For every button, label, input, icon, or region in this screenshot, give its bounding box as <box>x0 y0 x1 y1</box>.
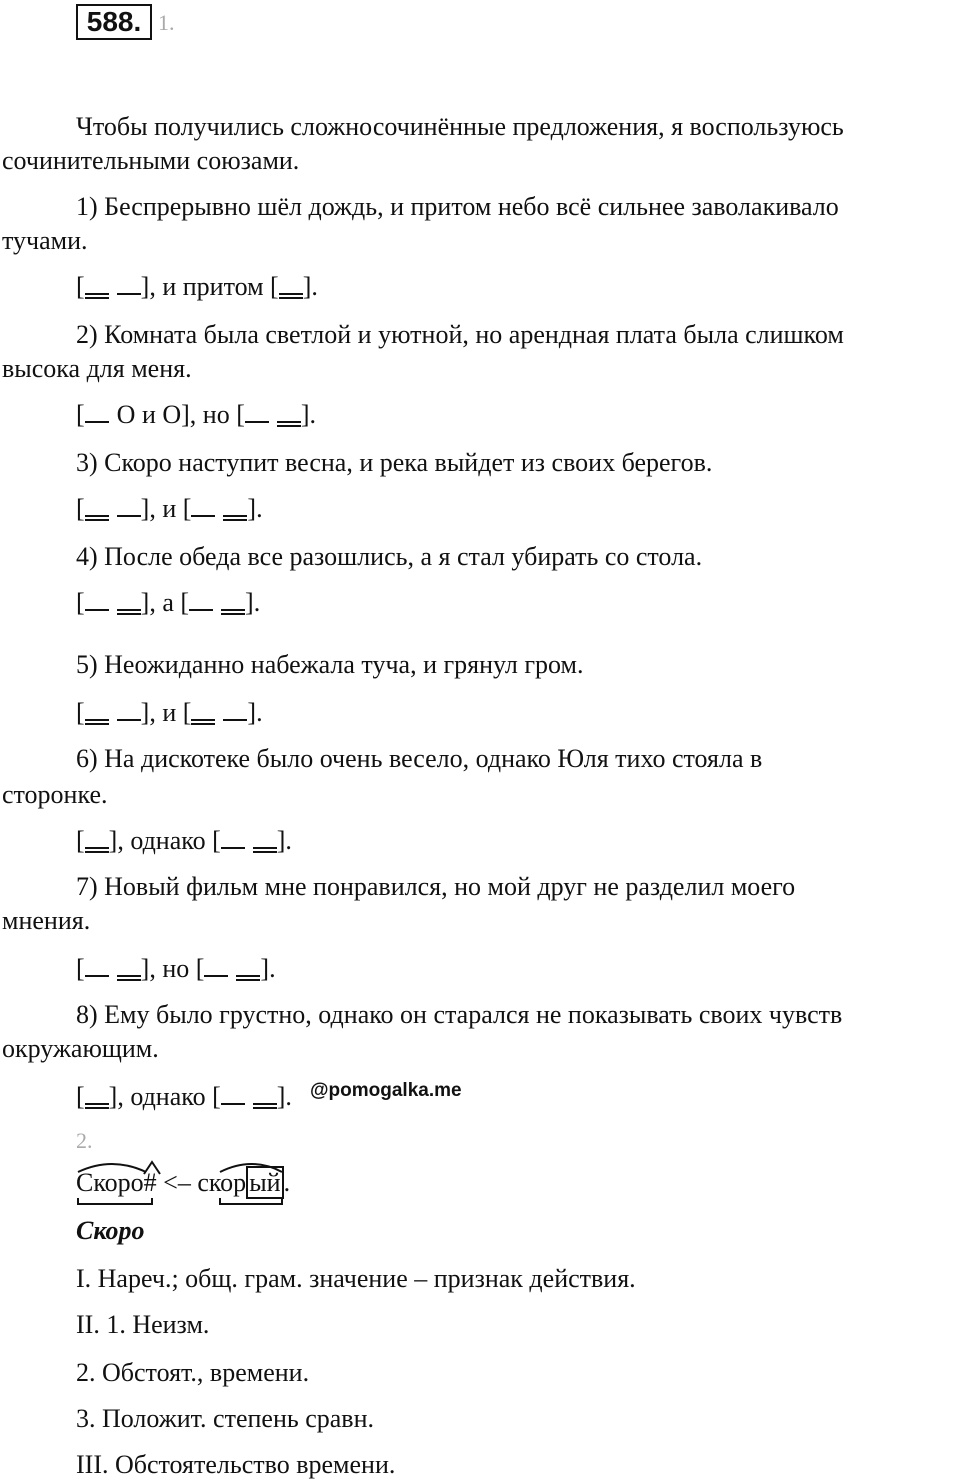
subject-mark <box>85 955 109 977</box>
item-1-line-2: тучами. <box>2 226 88 255</box>
item-7-line-1: 7) Новый фильм мне понравился, но мой друг не разделил моего <box>76 872 796 901</box>
predicate-mark <box>85 273 109 295</box>
predicate-mark <box>253 1083 277 1105</box>
item-8-line-1: 8) Ему было грустно, однако он старался не показывать своих чувств <box>76 1000 843 1029</box>
part1-label: 1. <box>158 10 175 35</box>
item-2-line-1: 2) Комната была светлой и уютной, но арендная плата была слишком <box>76 320 844 349</box>
scheme-4: [ ], а [ ]. <box>76 588 261 617</box>
subject-mark <box>221 827 245 849</box>
item-1-line-1: 1) Беспрерывно шёл дождь, и притом небо всё сильнее заволакивало <box>76 192 839 221</box>
subject-mark <box>223 699 247 721</box>
item-5-line-1: 5) Неожиданно набежала туча, и грянул гром. <box>76 650 584 679</box>
analysis-line-2: II. 1. Неизм. <box>76 1310 210 1339</box>
predicate-mark <box>85 699 109 721</box>
predicate-mark <box>279 273 303 295</box>
analysis-line-4: 3. Положит. степень сравн. <box>76 1404 374 1433</box>
morph-source-root: скор <box>197 1168 247 1197</box>
analysis-line-1: I. Нареч.; общ. грам. значение – признак действия. <box>76 1264 636 1293</box>
predicate-mark <box>85 495 109 517</box>
scheme-2: [ О и О], но [ ]. <box>76 400 317 429</box>
morph-word: Скоро# <box>76 1168 157 1197</box>
subject-mark <box>191 495 215 517</box>
subject-mark <box>221 1083 245 1105</box>
predicate-mark <box>221 589 245 611</box>
subject-mark <box>204 955 228 977</box>
watermark: @pomogalka.me <box>310 1080 462 1101</box>
item-7-line-2: мнения. <box>2 906 91 935</box>
item-8-line-2: окружающим. <box>2 1034 159 1063</box>
scheme-1: [ ], и притом [ ]. <box>76 272 318 301</box>
subject-mark <box>85 401 109 423</box>
subject-mark <box>117 495 141 517</box>
analysis-line-5: III. Обстоятельство времени. <box>76 1450 396 1479</box>
predicate-mark <box>253 827 277 849</box>
intro-line-1: Чтобы получились сложносочинённые предложения, я воспользуюсь <box>76 112 844 141</box>
intro-line-2: сочинительными союзами. <box>2 146 300 175</box>
morph-source-ending: ый <box>246 1166 283 1199</box>
predicate-mark <box>236 955 260 977</box>
morpheme-marks-icon <box>76 1168 376 1208</box>
subject-mark <box>189 589 213 611</box>
scheme-5: [ ], и [ ]. <box>76 698 263 727</box>
part2-label: 2. <box>76 1128 93 1153</box>
analysis-title: Скоро <box>76 1216 145 1245</box>
item-6-line-2: сторонке. <box>2 780 108 809</box>
scheme-3: [ ], и [ ]. <box>76 494 263 523</box>
item-2-line-2: высока для меня. <box>2 354 192 383</box>
predicate-mark <box>117 955 141 977</box>
analysis-line-3: 2. Обстоят., времени. <box>76 1358 310 1387</box>
predicate-mark <box>85 827 109 849</box>
task-number: 588. <box>76 4 152 40</box>
predicate-mark <box>223 495 247 517</box>
scheme-7: [ ], но [ ]. <box>76 954 276 983</box>
scheme-6: [ ], однако [ ]. <box>76 826 292 855</box>
predicate-mark <box>117 589 141 611</box>
predicate-mark <box>191 699 215 721</box>
morphemic-analysis: Скоро# <– скор ый . <box>76 1168 290 1198</box>
morph-arrow: <– <box>163 1168 191 1197</box>
subject-mark <box>117 273 141 295</box>
subject-mark <box>117 699 141 721</box>
subject-mark <box>245 401 269 423</box>
item-4-line-1: 4) После обеда все разошлись, а я стал убирать со стола. <box>76 542 703 571</box>
predicate-mark <box>277 401 301 423</box>
scheme-8: [ ], однако [ ]. <box>76 1082 292 1111</box>
predicate-mark <box>85 1083 109 1105</box>
item-3-line-1: 3) Скоро наступит весна, и река выйдет из своих берегов. <box>76 448 713 477</box>
item-6-line-1: 6) На дискотеке было очень весело, однако Юля тихо стояла в <box>76 744 763 773</box>
subject-mark <box>85 589 109 611</box>
